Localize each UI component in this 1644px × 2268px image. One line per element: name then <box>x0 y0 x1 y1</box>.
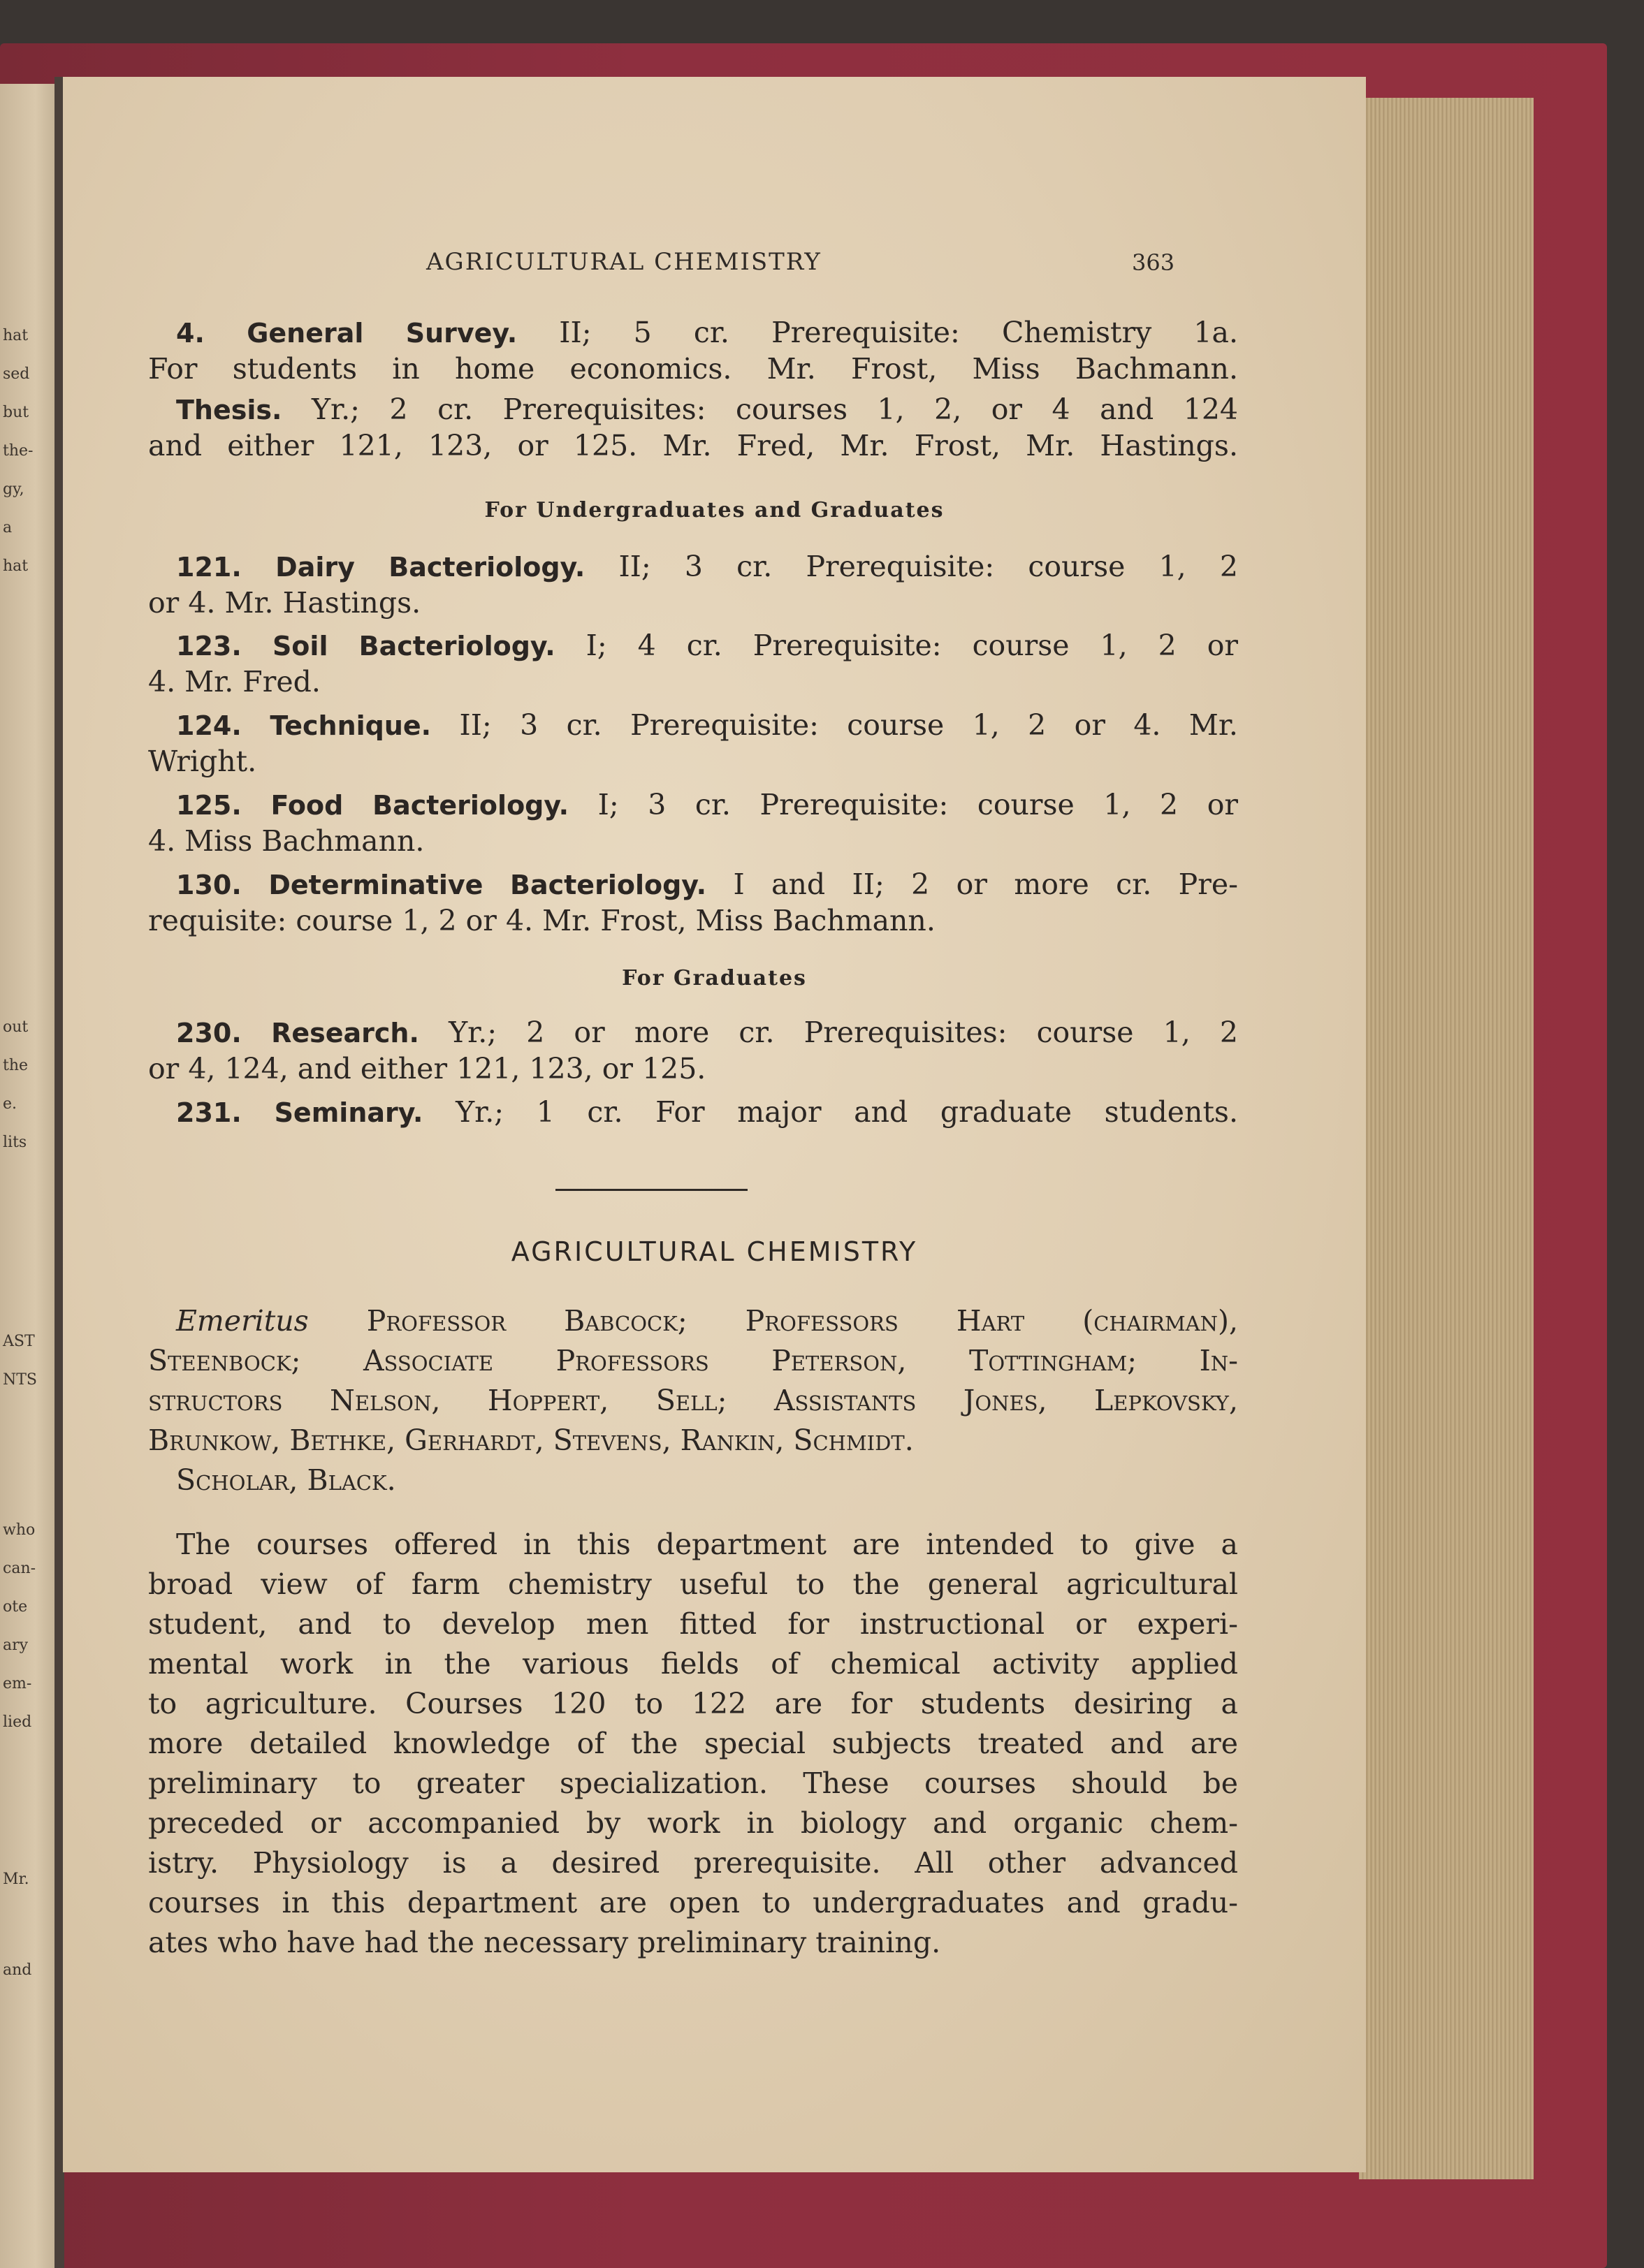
paragraph-line: courses in this department are open to undergraduates and gradu- <box>148 1886 1238 1919</box>
paragraph-line: preliminary to greater specialization. These courses should be <box>148 1766 1238 1800</box>
prev-page-fragment: AST <box>3 1333 35 1350</box>
prev-page-fragment: NTS <box>3 1371 37 1389</box>
course-entry-line <box>148 1094 1238 1131</box>
course-entry-line <box>148 391 1238 428</box>
paragraph-line: more detailed knowledge of the special subjects treated and are <box>148 1727 1238 1760</box>
course-entry-continuation: For students in home economics. Mr. Frost, Miss Bachmann. <box>148 352 1238 386</box>
prev-page-fragment: Mr. <box>3 1871 29 1888</box>
paragraph-line: The courses offered in this department are intended to give a <box>176 1528 1238 1561</box>
course-entry-line <box>148 314 1238 351</box>
course-detail: Yr.; 1 cr. For major and graduate students. <box>456 1095 1238 1129</box>
prev-page-fragment: lits <box>3 1134 27 1151</box>
section-subheading: For Undergraduates and Graduates <box>484 498 945 522</box>
course-title: 130. Determinative Bacteriology. <box>176 870 707 900</box>
course-detail: II; 5 cr. Prerequisite: Chemistry 1a. <box>559 316 1238 349</box>
prev-page-fragment: sed <box>3 365 30 383</box>
course-entry-continuation: or 4, 124, and either 121, 123, or 125. <box>148 1052 706 1085</box>
prev-page-fragment: gy, <box>3 481 24 498</box>
prev-page-fragment: ote <box>3 1598 28 1616</box>
course-title: Thesis. <box>176 395 282 425</box>
prev-page-fragment: hat <box>3 557 29 575</box>
course-title: 123. Soil Bacteriology. <box>176 631 555 661</box>
prev-page-fragment: who <box>3 1521 36 1539</box>
course-entry-continuation: and either 121, 123, or 125. Mr. Fred, Mr. Frost, Mr. Hastings. <box>148 429 1238 462</box>
course-entry-line <box>148 787 1238 824</box>
course-title: 4. General Survey. <box>176 318 518 349</box>
course-detail: Yr.; 2 cr. Prerequisites: courses 1, 2, or 4 and 124 <box>311 393 1238 426</box>
prev-page-fragment: em- <box>3 1675 32 1692</box>
book-page <box>63 77 1366 2172</box>
prev-page-fragment: e. <box>3 1095 17 1113</box>
page-number: 363 <box>1132 249 1175 276</box>
course-title: 124. Technique. <box>176 710 432 741</box>
prev-page-fragment: but <box>3 404 29 421</box>
faculty-emeritus-label: Emeritus <box>176 1304 309 1338</box>
prev-page-fragment: a <box>3 519 13 536</box>
faculty-line: structors Nelson, Hoppert, Sell; Assistants Jones, Lepkovsky, <box>148 1384 1238 1417</box>
course-entry-continuation: 4. Miss Bachmann. <box>148 824 425 858</box>
page-block-edge <box>1359 98 1534 2179</box>
course-detail: I; 3 cr. Prerequisite: course 1, 2 or <box>597 788 1238 821</box>
faculty-line: Scholar, Black. <box>176 1463 396 1497</box>
faculty-line: Steenbock; Associate Professors Peterson, Tottingham; In- <box>148 1344 1238 1377</box>
course-title: 231. Seminary. <box>176 1097 423 1128</box>
paragraph-line: ates who have had the necessary preliminary training. <box>148 1926 941 1959</box>
faculty-line: Brunkow, Bethke, Gerhardt, Stevens, Rankin, Schmidt. <box>148 1424 914 1457</box>
course-entry-line <box>148 548 1238 585</box>
section-subheading: For Graduates <box>622 966 807 990</box>
course-entry-continuation: or 4. Mr. Hastings. <box>148 586 421 620</box>
course-entry-line <box>148 627 1238 664</box>
prev-page-fragment: out <box>3 1018 29 1036</box>
paragraph-line: student, and to develop men fitted for instructional or experi- <box>148 1607 1238 1641</box>
paragraph-line: to agriculture. Courses 120 to 122 are for students desiring a <box>148 1687 1238 1720</box>
prev-page-fragment: the <box>3 1057 29 1074</box>
faculty-names: Professor Babcock; Professors Hart (chairman), <box>366 1304 1238 1338</box>
prev-page-fragment: and <box>3 1961 32 1979</box>
course-entry-continuation: 4. Mr. Fred. <box>148 665 321 698</box>
course-title: 121. Dairy Bacteriology. <box>176 552 585 583</box>
department-heading: AGRICULTURAL CHEMISTRY <box>511 1236 918 1267</box>
paragraph-line: mental work in the various fields of chemical activity applied <box>148 1647 1238 1681</box>
paragraph-line: broad view of farm chemistry useful to the general agricultural <box>148 1567 1238 1601</box>
course-detail: I and II; 2 or more cr. Pre- <box>733 868 1238 901</box>
prev-page-fragment: ary <box>3 1637 29 1654</box>
course-entry-line <box>148 1014 1238 1051</box>
course-entry-continuation: Wright. <box>148 745 257 778</box>
prev-page-fragment: lied <box>3 1713 32 1731</box>
previous-page-strip <box>0 84 59 2268</box>
course-detail: I; 4 cr. Prerequisite: course 1, 2 or <box>585 629 1239 662</box>
running-head: AGRICULTURAL CHEMISTRY <box>426 248 822 276</box>
prev-page-fragment: the- <box>3 442 34 460</box>
course-detail: II; 3 cr. Prerequisite: course 1, 2 <box>618 550 1238 583</box>
paragraph-line: preceded or accompanied by work in biology and organic chem- <box>148 1806 1238 1840</box>
faculty-line <box>148 1303 1238 1339</box>
course-detail: II; 3 cr. Prerequisite: course 1, 2 or 4. Mr. <box>459 708 1238 742</box>
course-detail: Yr.; 2 or more cr. Prerequisites: course 1, 2 <box>449 1016 1238 1049</box>
paragraph-line: istry. Physiology is a desired prerequisite. All other advanced <box>148 1846 1238 1880</box>
course-title: 125. Food Bacteriology. <box>176 790 569 821</box>
section-divider <box>555 1189 748 1191</box>
prev-page-fragment: hat <box>3 327 29 344</box>
prev-page-fragment: can- <box>3 1560 36 1577</box>
course-entry-line <box>148 707 1238 744</box>
course-title: 230. Research. <box>176 1018 419 1048</box>
course-entry-line <box>148 866 1238 903</box>
course-entry-continuation: requisite: course 1, 2 or 4. Mr. Frost, Miss Bachmann. <box>148 904 936 937</box>
